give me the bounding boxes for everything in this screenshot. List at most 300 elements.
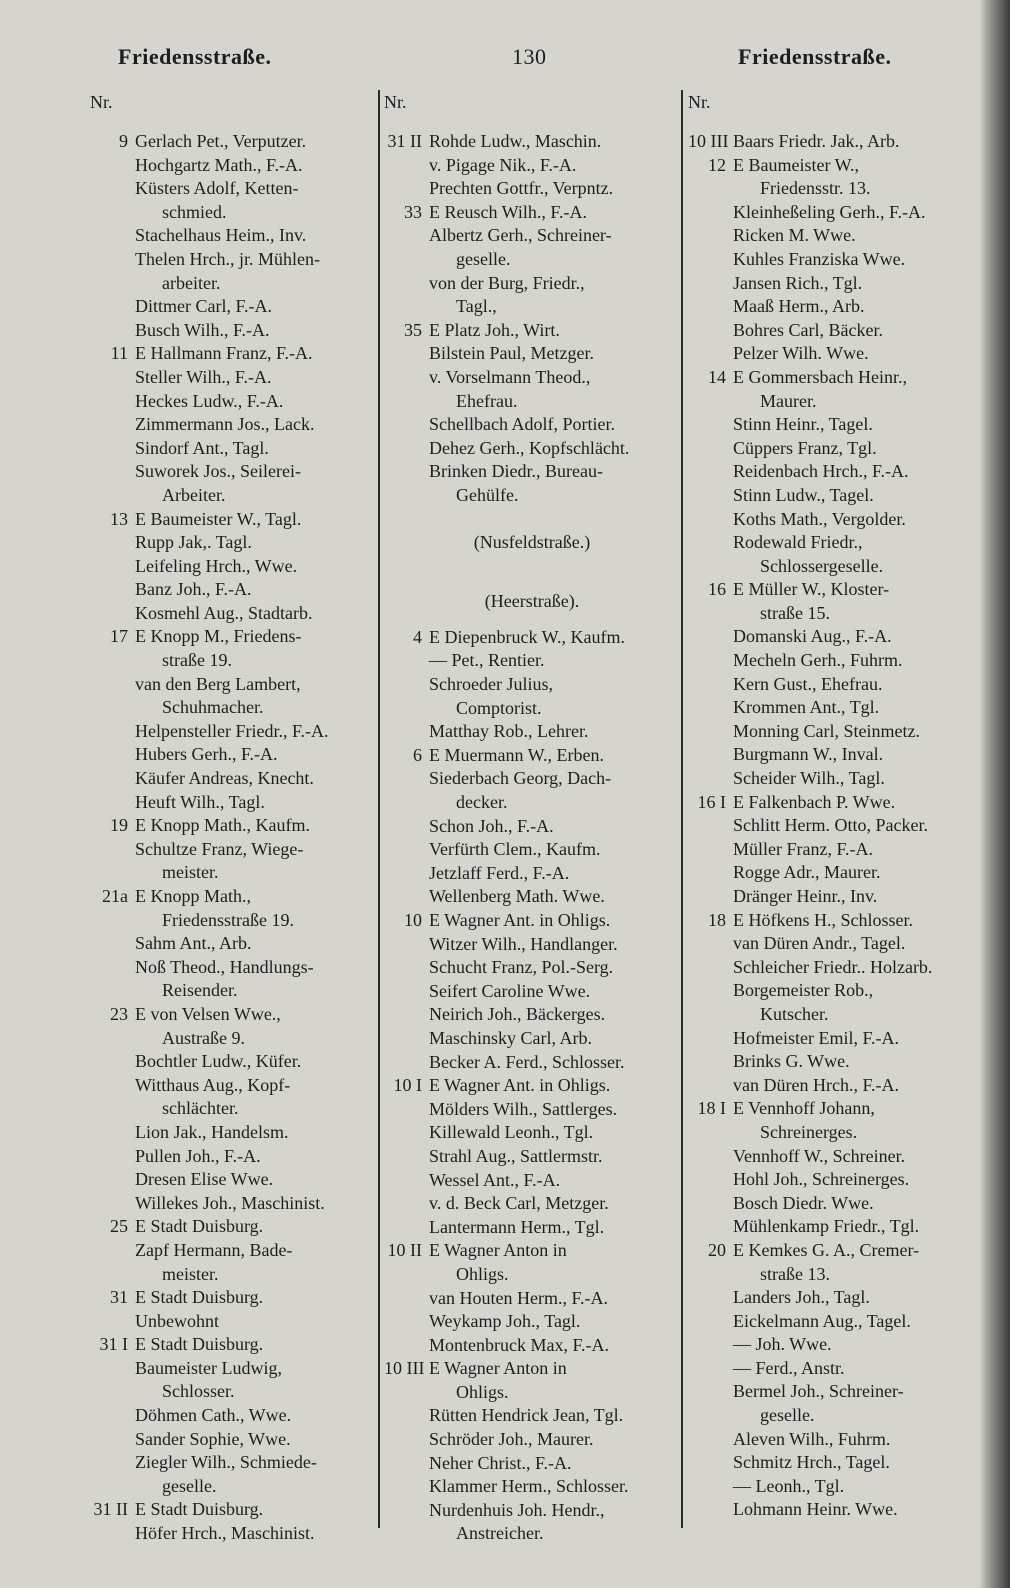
entry-text: Seifert Caroline Wwe. [429,980,591,1001]
directory-entry [90,248,377,272]
directory-entry [90,814,377,838]
directory-entry [384,413,680,437]
entry-text: Dresen Elise Wwe. [135,1169,274,1190]
entry-text: Krommen Ant., Tgl. [733,697,880,718]
house-number: 11 [110,343,128,364]
directory-entry [688,484,978,508]
entry-text: van Houten Herm., F.-A. [429,1287,609,1308]
entry-text: Schon Joh., F.-A. [429,815,554,836]
entry-text: schlächter. [162,1098,239,1119]
directory-entry [90,767,377,791]
directory-entry [688,224,978,248]
entry-text: Burgmann W., Inval. [733,744,884,765]
house-number: 10 I [393,1075,422,1096]
directory-entry [384,980,680,1004]
entry-text: meister. [162,862,219,883]
entry-text: Witthaus Aug., Kopf- [135,1074,291,1095]
directory-entry [688,248,978,272]
entry-text: Arbeiter. [162,484,226,505]
entry-text: E Baumeister W., [733,154,859,175]
house-number: 12 [708,154,726,175]
directory-entry [384,1475,680,1499]
entry-text: Küsters Adolf, Ketten- [135,178,299,199]
directory-entry [688,1168,978,1192]
entry-text: Siederbach Georg, Dach- [429,768,612,789]
entry-text: E Knopp Math., Kaufm. [135,815,310,836]
entry-text: E Hallmann Franz, F.-A. [135,343,313,364]
directory-entry [384,1310,680,1334]
running-header-left: Friedensstraße. [118,44,272,69]
column-header-nr: Nr. [90,92,113,112]
directory-entry [90,1145,377,1169]
entry-text: Schlossergeselle. [760,555,884,576]
entry-text: Bosch Diedr. Wwe. [733,1192,874,1213]
entry-text: Klammer Herm., Schlosser. [429,1476,629,1497]
entry-text: Döhmen Cath., Wwe. [135,1405,292,1426]
directory-entry [688,508,978,532]
column-header-nr: Nr. [688,92,711,112]
entry-text: Schleicher Friedr.. Holzarb. [733,956,933,977]
directory-entry [384,1239,680,1263]
entry-text: E Falkenbach P. Wwe. [733,791,896,812]
directory-entry [688,366,978,390]
entry-text: Neher Christ., F.-A. [429,1452,572,1473]
entry-text: Ehefrau. [456,390,518,411]
entry-text: E Höfkens H., Schlosser. [733,909,913,930]
house-number: 35 [404,319,422,340]
entry-text: decker. [456,792,508,813]
directory-entry [384,224,680,248]
house-number: 20 [708,1239,726,1260]
directory-entry [90,1522,377,1546]
entry-text: Hochgartz Math., F.-A. [135,154,303,175]
entry-text: Hubers Gerh., F.-A. [135,744,278,765]
directory-entry [90,130,377,154]
entry-continuation [384,295,680,319]
entry-text: E Wagner Ant. in Ohligs. [429,910,611,930]
entry-text: E Kemkes G. A., Cremer- [733,1239,920,1260]
directory-entry [688,743,978,767]
entry-text: Verfürth Clem., Kaufm. [429,839,601,860]
entry-text: Albertz Gerh., Schreiner- [429,225,612,246]
entry-continuation [384,791,680,815]
directory-entry [688,1239,978,1263]
entry-text: E Stadt Duisburg. [135,1216,264,1237]
directory-entry [688,154,978,178]
entry-continuation [90,1097,377,1121]
entry-text: arbeiter. [162,272,221,293]
entry-text: Koths Math., Vergolder. [733,508,906,529]
entry-continuation [688,390,978,414]
entry-text: Helpensteller Friedr., F.-A. [135,720,329,741]
directory-entry [384,673,680,697]
entry-text: Dehez Gerh., Kopfschlächt. [429,437,630,458]
directory-entry [384,1499,680,1523]
house-number: 6 [413,744,422,765]
directory-entry [90,1074,377,1098]
entry-text: geselle. [456,248,511,269]
directory-entry [688,578,978,602]
entry-text: Banz Joh., F.-A. [135,579,252,600]
entry-text: Weykamp Joh., Tagl. [429,1311,581,1332]
directory-entry [384,720,680,744]
directory-entry [90,1428,377,1452]
directory-entry [90,1498,377,1522]
entry-text: Ziegler Wilh., Schmiede- [135,1452,317,1473]
house-number: 23 [110,1003,128,1024]
directory-entry [90,956,377,980]
house-number: 31 I [99,1334,128,1355]
entry-text: Brinken Diedr., Bureau- [429,461,603,482]
house-number: 21a [102,886,128,906]
directory-entry [688,1192,978,1216]
entry-text: E Gommersbach Heinr., [733,366,907,387]
directory-entry [384,649,680,673]
entry-text: meister. [162,1263,219,1284]
house-number: 17 [110,626,128,647]
entry-text: Monning Carl, Steinmetz. [733,720,920,741]
entry-text: van Düren Hrch., F.-A. [733,1074,900,1095]
entry-text: Tagl., [456,296,497,317]
directory-entry [384,1051,680,1075]
entry-text: Schroeder Julius, [429,674,553,695]
entry-text: Heckes Ludw., F.-A. [135,390,284,411]
entry-text: Schellbach Adolf, Portier. [429,414,615,435]
entry-text: Schlitt Herm. Otto, Packer. [733,815,928,836]
entry-continuation [688,1263,978,1287]
entry-text: E Muermann W., Erben. [429,744,604,765]
house-number: 10 III [688,131,729,151]
entry-text: Hofmeister Emil, F.-A. [733,1027,900,1048]
directory-entry [90,578,377,602]
directory-entry [90,1121,377,1145]
directory-entry [688,201,978,225]
directory-entry [688,1145,978,1169]
house-number: 4 [413,626,422,647]
entry-continuation [90,1027,377,1051]
directory-entry [688,932,978,956]
directory-entry [688,1074,978,1098]
blank-line [384,614,680,626]
directory-entry [688,272,978,296]
street-section-heading [384,590,680,614]
scan-page-edge [980,0,1010,1588]
directory-entry [90,720,377,744]
directory-entry [688,1475,978,1499]
entry-continuation [688,602,978,626]
column-1 [90,90,377,1546]
entry-text: Dittmer Carl, F.-A. [135,296,273,317]
entry-text: Käufer Andreas, Knecht. [135,768,314,789]
entry-continuation [384,1381,680,1405]
directory-entry [384,1121,680,1145]
directory-entry [384,1428,680,1452]
directory-entry [90,1192,377,1216]
entry-text: Bilstein Paul, Metzger. [429,343,594,364]
directory-entry [384,177,680,201]
entry-continuation [90,1475,377,1499]
entry-text: Rütten Hendrick Jean, Tgl. [429,1405,624,1426]
entry-continuation [384,697,680,721]
entry-text: Becker A. Ferd., Schlosser. [429,1051,625,1072]
entry-text: Ricken M. Wwe. [733,225,856,246]
directory-entry [688,838,978,862]
entry-text: Schlosser. [162,1381,235,1402]
entry-text: Lion Jak., Handelsm. [135,1121,289,1142]
entry-continuation [384,1263,680,1287]
directory-entry [384,1145,680,1169]
column-3 [688,90,978,1522]
entry-text: Gehülfe. [456,484,519,505]
entry-text: von der Burg, Friedr., [429,272,585,293]
entry-text: straße 19. [162,650,232,671]
directory-entry [688,460,978,484]
directory-entry [688,720,978,744]
directory-entry [90,531,377,555]
directory-entry [90,1333,377,1357]
entry-text: Willekes Joh., Maschinist. [135,1192,325,1213]
entry-text: van den Berg Lambert, [135,673,301,694]
entry-text: E Baumeister W., Tagl. [135,508,302,529]
entry-text: Stinn Heinr., Tagel. [733,414,873,435]
entry-text: E Müller W., Kloster- [733,579,890,600]
entry-text: Schreinerges. [760,1121,858,1142]
entry-text: E Stadt Duisburg. [135,1334,264,1355]
house-number: 31 [110,1287,128,1308]
directory-entry [384,319,680,343]
directory-entry [384,130,680,154]
entry-continuation [90,696,377,720]
directory-entry [384,272,680,296]
entry-text: Kuhles Franziska Wwe. [733,248,906,269]
directory-entry [384,1169,680,1193]
directory-entry [688,1097,978,1121]
blank-line [384,578,680,590]
entry-continuation [90,1263,377,1287]
directory-entry [384,1404,680,1428]
entry-text: Witzer Wilh., Handlanger. [429,933,618,954]
entry-text: v. d. Beck Carl, Metzger. [429,1193,609,1214]
page-number: 130 [512,44,547,69]
entry-text: Höfer Hrch., Maschinist. [135,1523,315,1544]
directory-entry [90,1168,377,1192]
entry-text: Nurdenhuis Joh. Hendr., [429,1499,605,1520]
entry-continuation [90,272,377,296]
directory-entry [90,460,377,484]
house-number: 31 II [93,1499,128,1520]
directory-entry [90,743,377,767]
directory-entry [688,1380,978,1404]
entry-text: Maurer. [760,390,817,411]
entry-text: E Knopp Math., [135,886,251,906]
entry-text: E Wagner Anton in [429,1240,567,1261]
entry-continuation [90,909,377,933]
directory-entry [90,1215,377,1239]
directory-entry [90,177,377,201]
blank-line [384,508,680,532]
entry-text: Sindorf Ant., Tagl. [135,437,269,458]
column-divider [681,90,683,1528]
directory-entry [688,861,978,885]
entry-continuation [688,1404,978,1428]
entry-text: Schröder Joh., Maurer. [429,1429,594,1450]
directory-entry [90,1003,377,1027]
entry-text: Bohres Carl, Bäcker. [733,319,883,340]
house-number: 13 [110,508,128,529]
directory-entry [384,1192,680,1216]
directory-entry [384,1098,680,1122]
entry-text: Lantermann Herm., Tgl. [429,1216,605,1237]
entry-text: Vennhoff W., Schreiner. [733,1145,906,1166]
entry-text: Austraße 9. [162,1027,245,1048]
directory-entry [688,1310,978,1334]
entry-text: Thelen Hrch., jr. Mühlen- [135,248,320,269]
house-number: 19 [110,815,128,836]
entry-continuation [90,649,377,673]
column-divider [378,90,380,1528]
directory-entry [384,885,680,909]
directory-entry [90,838,377,862]
entry-text: v. Vorselmann Theod., [429,366,591,387]
running-header-right: Friedensstraße. [738,44,892,69]
entry-continuation [90,979,377,1003]
directory-entry [384,1027,680,1051]
directory-entry [384,1357,680,1381]
entry-text: Jetzlaff Ferd., F.-A. [429,862,570,883]
directory-entry [384,838,680,862]
directory-entry [688,413,978,437]
entry-text: Mölders Wilh., Sattlerges. [429,1098,618,1119]
entry-text: Schultze Franz, Wiege- [135,838,304,859]
entry-text: Killewald Leonh., Tgl. [429,1122,594,1143]
directory-entry [384,767,680,791]
entry-text: Reisender. [162,980,238,1001]
entry-continuation [90,1380,377,1404]
directory-entry [90,319,377,343]
house-number: 10 II [387,1240,422,1261]
entry-text: Comptorist. [456,697,542,718]
blank-line [384,555,680,579]
house-number: 9 [119,131,128,151]
entry-text: Domanski Aug., F.-A. [733,626,892,647]
entry-text: Ohligs. [456,1263,509,1284]
entry-text: Matthay Rob., Lehrer. [429,721,589,742]
entry-text: Scheider Wilh., Tagl. [733,768,885,789]
directory-entry [688,956,978,980]
directory-entry [384,154,680,178]
entry-continuation [384,390,680,414]
directory-entry [90,508,377,532]
entry-continuation [90,201,377,225]
directory-entry [688,814,978,838]
directory-entry [688,531,978,555]
entry-text: Zapf Hermann, Bade- [135,1239,293,1260]
directory-entry [90,295,377,319]
entry-text: Reidenbach Hrch., F.-A. [733,461,909,482]
directory-entry [688,319,978,343]
house-number: 14 [708,366,726,387]
directory-entry [384,460,680,484]
entry-text: Borgemeister Rob., [733,980,874,1001]
entry-continuation [688,555,978,579]
entry-text: Pullen Joh., F.-A. [135,1145,261,1166]
entry-text: Stachelhaus Heim., Inv. [135,225,307,246]
directory-entry [90,413,377,437]
entry-text: Sahm Ant., Arb. [135,933,252,954]
entry-text: Wessel Ant., F.-A. [429,1169,561,1190]
house-number: 16 [708,579,726,600]
directory-entry [688,437,978,461]
entry-text: Aleven Wilh., Fuhrm. [733,1428,891,1449]
entry-text: Jansen Rich., Tgl. [733,272,863,293]
entry-text: Sander Sophie, Wwe. [135,1428,291,1449]
entry-text: Lohmann Heinr. Wwe. [733,1499,898,1520]
entry-text: Rupp Jak,. Tagl. [135,532,252,553]
entry-text: Busch Wilh., F.-A. [135,319,270,340]
entry-text: E Diepenbruck W., Kaufm. [429,626,625,647]
entry-text: Leifeling Hrch., Wwe. [135,555,298,576]
directory-entry [688,1286,978,1310]
entry-text: straße 15. [760,602,830,623]
entry-text: Maaß Herm., Arb. [733,296,865,317]
directory-entry [384,1216,680,1240]
entry-continuation [688,1121,978,1145]
directory-entry [384,956,680,980]
entry-text: Schucht Franz, Pol.-Serg. [429,957,614,978]
directory-entry [688,696,978,720]
entry-continuation [384,248,680,272]
entry-text: Schuhmacher. [162,697,264,718]
entry-text: Baars Friedr. Jak., Arb. [733,131,900,151]
entry-continuation [384,484,680,508]
section-heading-text: (Nusfeldstraße.) [473,532,591,553]
directory-entry [90,366,377,390]
entry-text: — Pet., Rentier. [429,650,545,671]
column-2 [384,90,680,1546]
entry-text: Noß Theod., Handlungs- [135,956,314,977]
directory-entry [90,1050,377,1074]
entry-text: Zimmermann Jos., Lack. [135,414,315,435]
directory-entry [688,885,978,909]
entry-text: E Stadt Duisburg. [135,1499,264,1520]
directory-entry [90,437,377,461]
directory-entry [384,1074,680,1098]
directory-entry [90,673,377,697]
directory-entry [90,1310,377,1334]
entry-text: v. Pigage Nik., F.-A. [429,154,577,175]
entry-text: van Düren Andr., Tagel. [733,933,906,954]
directory-entry [384,626,680,650]
directory-entry [384,815,680,839]
entry-text: Rohde Ludw., Maschin. [429,131,602,151]
directory-entry [90,602,377,626]
entry-text: Pelzer Wilh. Wwe. [733,343,869,364]
house-number: 10 [404,910,422,930]
directory-entry [384,201,680,225]
entry-text: — Joh. Wwe. [733,1334,832,1355]
entry-text: Heuft Wilh., Tagl. [135,791,265,812]
entry-text: Baumeister Ludwig, [135,1357,282,1378]
entry-text: Rodewald Friedr., [733,532,863,553]
section-heading-text: (Heerstraße). [484,591,580,612]
entry-text: Landers Joh., Tagl. [733,1287,870,1308]
entry-text: E von Velsen Wwe., [135,1003,281,1024]
entry-text: Prechten Gottfr., Verpntz. [429,178,614,199]
entry-text: Kern Gust., Ehefrau. [733,673,883,694]
directory-entry [90,1286,377,1310]
entry-text: Kutscher. [760,1003,829,1024]
entry-continuation [384,1522,680,1546]
